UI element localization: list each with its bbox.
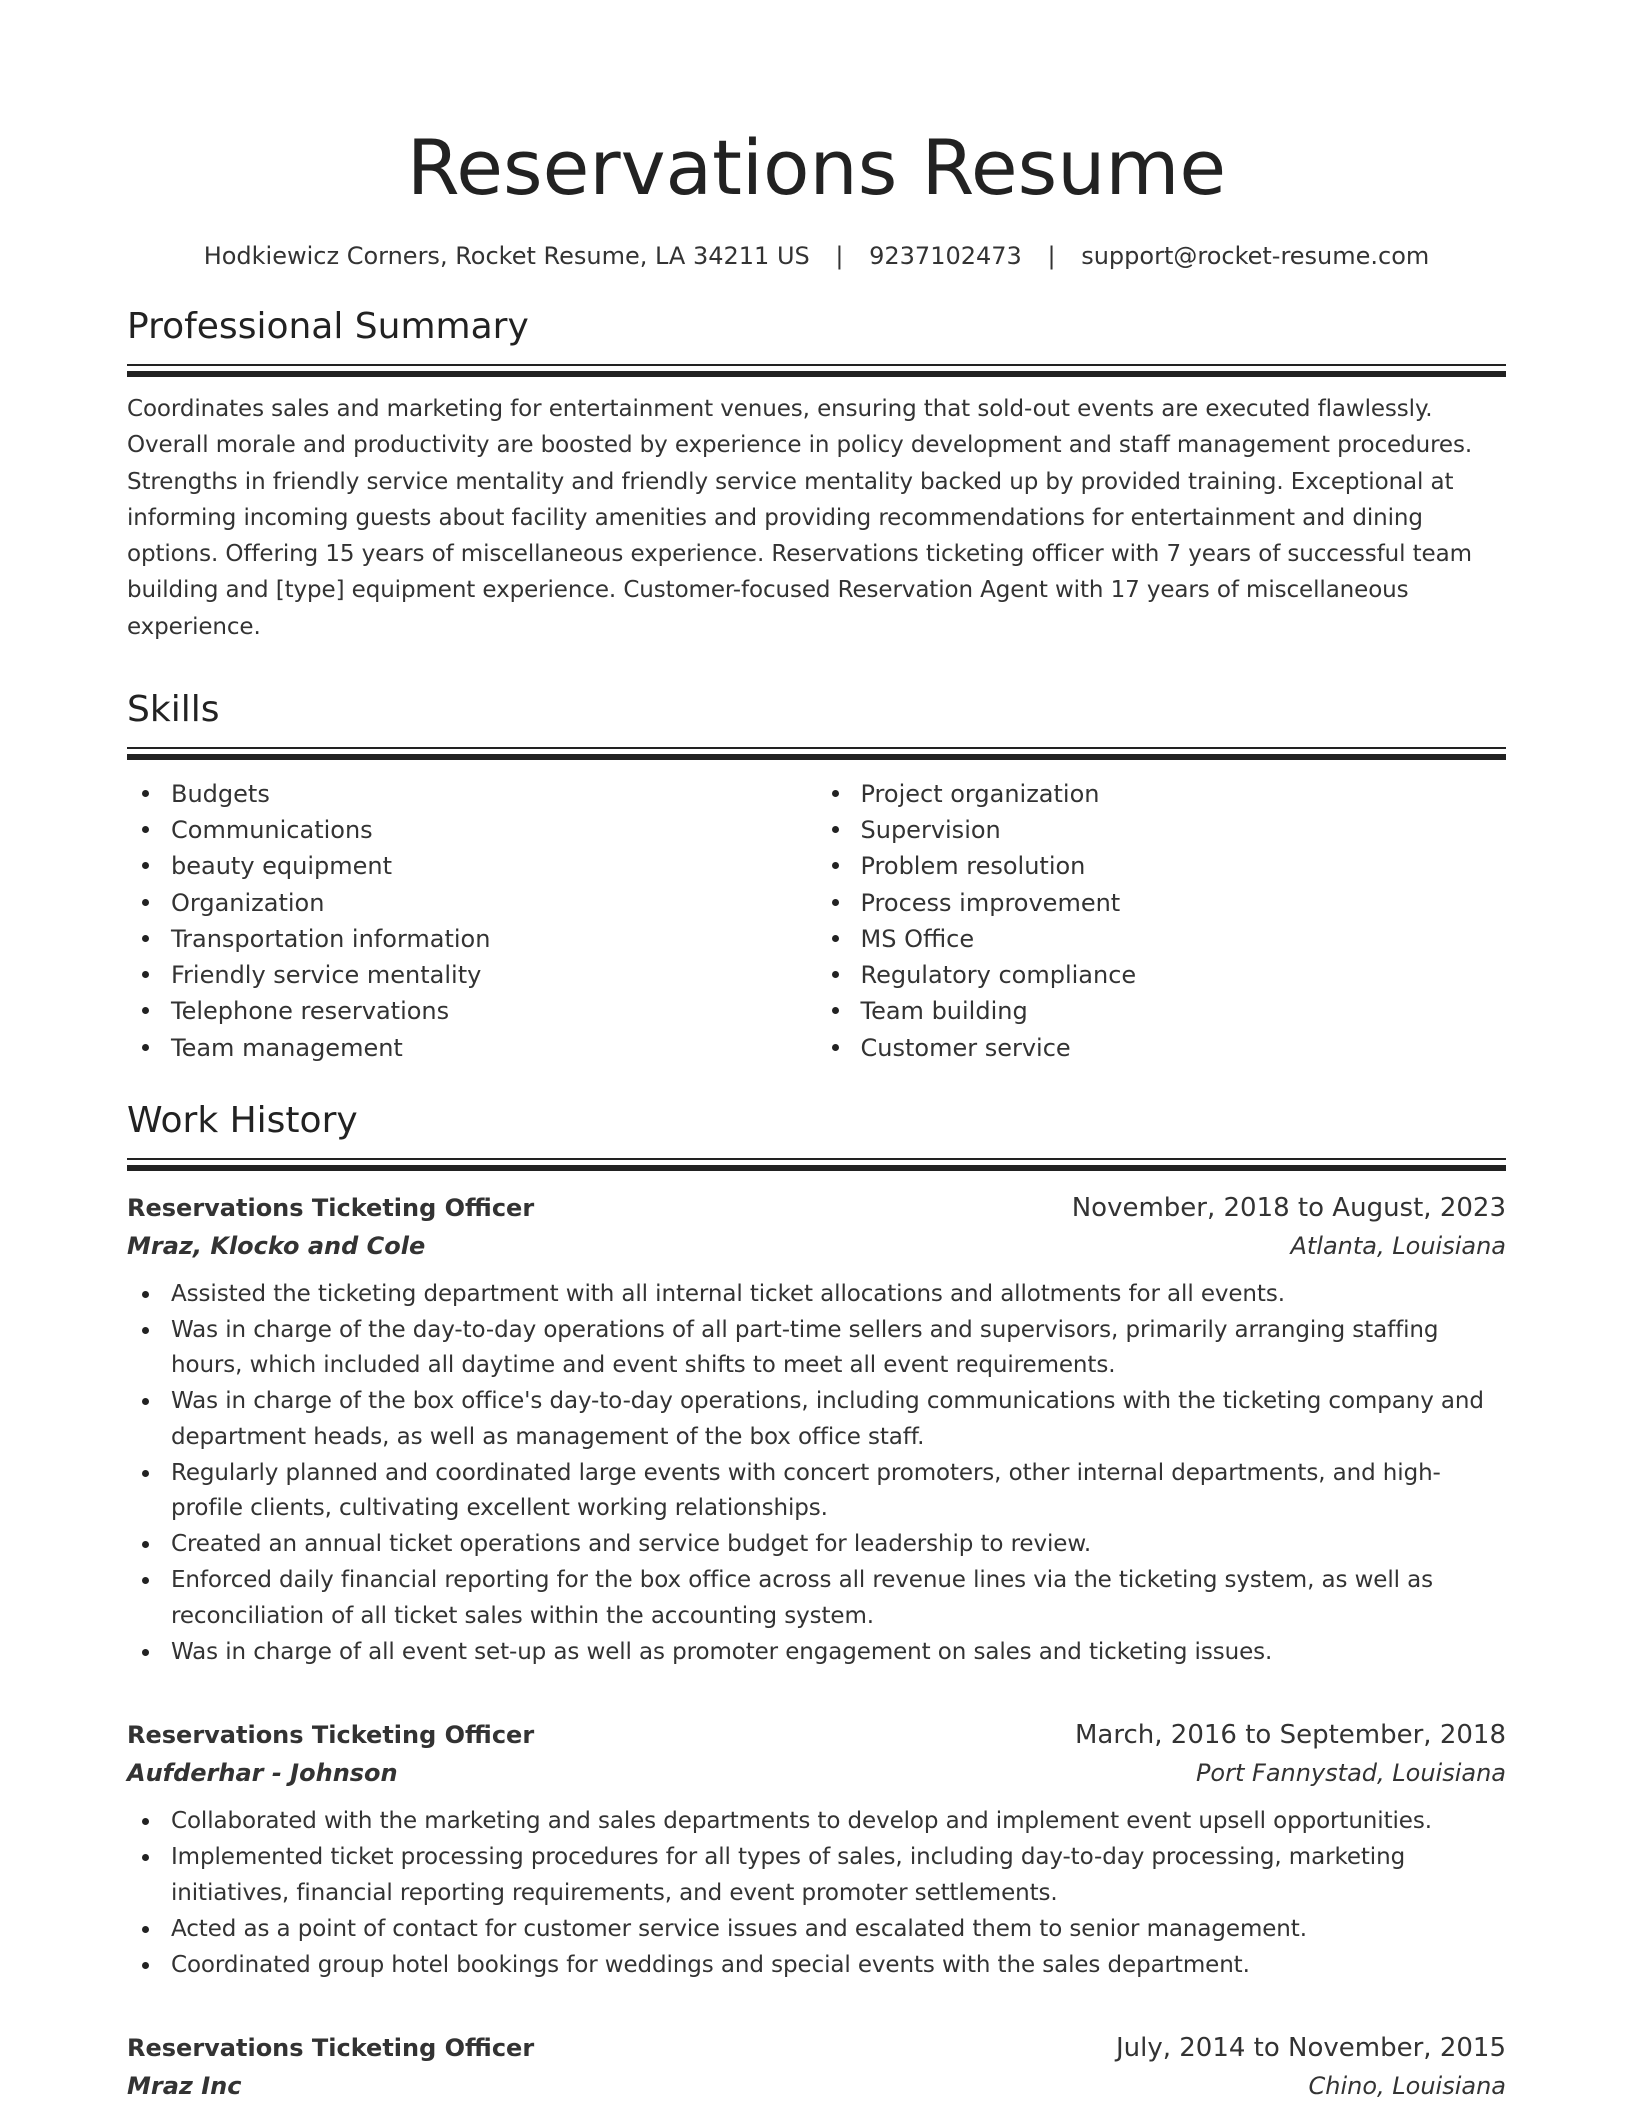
job-bullet: Was in charge of the day-to-day operations of all part-time sellers and supervisors, primarily arranging staffing hours, which included all daytime and event shifts to meet all event requirements.	[171, 1313, 1506, 1385]
skills-grid	[127, 776, 1506, 1066]
job-subheader	[127, 2067, 1506, 2105]
job-bullet: Created an annual ticket operations and service budget for leadership to review.	[171, 1527, 1506, 1563]
work-history-section	[127, 1098, 1506, 2106]
contact-separator: |	[835, 242, 844, 270]
job-bullet: Collaborated with the marketing and sales departments to develop and implement event upsell opportunities.	[171, 1804, 1506, 1840]
job-bullet: Enforced daily financial reporting for the box office across all revenue lines via the ticketing system, as well as reconciliation of all ticket sales within the accounting system.	[171, 1563, 1506, 1635]
job-subheader	[127, 1754, 1506, 1792]
section-divider	[127, 747, 1506, 760]
skill-item: Customer service	[861, 1030, 1507, 1066]
job-bullet: Was in charge of the box office's day-to-day operations, including communications with the ticketing company and department heads, as well as management of the box office staff.	[171, 1384, 1506, 1456]
summary-section	[127, 304, 1506, 645]
contact-email: support@rocket-resume.com	[1081, 242, 1430, 270]
job-bullets	[127, 1277, 1506, 1671]
job-bullet: Assisted the ticketing department with all internal ticket allocations and allotments for all events.	[171, 1277, 1506, 1313]
job-bullet: Acted as a point of contact for customer service issues and escalated them to senior management.	[171, 1912, 1506, 1948]
contact-line	[127, 240, 1506, 272]
job-company: Aufderhar - Johnson	[127, 1759, 398, 1788]
skill-item: Transportation information	[171, 921, 817, 957]
work-history-heading: Work History	[127, 1099, 358, 1141]
job-title: Reservations Ticketing Officer	[127, 1193, 535, 1222]
skill-item: Problem resolution	[861, 848, 1507, 884]
job-bullet: Implemented ticket processing procedures for all types of sales, including day-to-day processing, marketing initiatives, financial reporting requirements, and event promoter settlements.	[171, 1840, 1506, 1912]
job-entry	[127, 1189, 1506, 1671]
skill-item: Regulatory compliance	[861, 957, 1507, 993]
summary-text: Coordinates sales and marketing for entertainment venues, ensuring that sold-out events are executed flawlessly. Overall morale and productivity are boosted by experience in policy development and staff management procedures. Strengths in friendly service mentality and friendly service mentality backed up by provided training. Exceptional at informing incoming guests about facility amenities and providing recommendations for entertainment and dining options. Offering 15 years of miscellaneous experience. Reservations ticketing officer with 7 years of successful team building and [type] equipment experience. Customer-focused Reservation Agent with 17 years of miscellaneous experience.	[127, 396, 1473, 640]
skills-section	[127, 687, 1506, 1066]
job-header	[127, 1716, 1506, 1754]
job-bullets	[127, 1804, 1506, 1983]
job-title: Reservations Ticketing Officer	[127, 2034, 535, 2063]
contact-phone: 9237102473	[869, 242, 1022, 270]
section-divider	[127, 1158, 1506, 1171]
job-bullet: Was in charge of all event set-up as well as promoter engagement on sales and ticketing issues.	[171, 1635, 1506, 1671]
job-location: Chino, Louisiana	[1308, 2072, 1506, 2101]
job-dates: March, 2016 to September, 2018	[1075, 1720, 1506, 1751]
job-dates: November, 2018 to August, 2023	[1071, 1192, 1506, 1223]
skills-column-left	[127, 776, 817, 1066]
job-subheader	[127, 1227, 1506, 1265]
job-header	[127, 2029, 1506, 2067]
skills-column-right	[817, 776, 1507, 1066]
page-title: Reservations Resume	[406, 123, 1227, 212]
skills-heading: Skills	[127, 689, 220, 731]
contact-separator: |	[1047, 242, 1056, 270]
skill-item: Project organization	[861, 776, 1507, 812]
job-title: Reservations Ticketing Officer	[127, 1721, 535, 1750]
skill-item: MS Office	[861, 921, 1507, 957]
skill-item: Team management	[171, 1030, 817, 1066]
skill-item: Friendly service mentality	[171, 957, 817, 993]
summary-heading: Professional Summary	[127, 306, 529, 347]
job-company: Mraz Inc	[127, 2072, 242, 2101]
skill-item: Process improvement	[861, 885, 1507, 921]
contact-address: Hodkiewicz Corners, Rocket Resume, LA 34211 US	[203, 242, 810, 270]
job-entry	[127, 2029, 1506, 2105]
skill-item: beauty equipment	[171, 848, 817, 884]
skill-item: Team building	[861, 993, 1507, 1029]
skill-item: Budgets	[171, 776, 817, 812]
job-company: Mraz, Klocko and Cole	[127, 1231, 426, 1260]
skill-item: Telephone reservations	[171, 993, 817, 1029]
skill-item: Supervision	[861, 812, 1507, 848]
job-location: Port Fannystad, Louisiana	[1195, 1759, 1506, 1788]
job-bullet: Coordinated group hotel bookings for weddings and special events with the sales department.	[171, 1948, 1506, 1984]
section-divider	[127, 364, 1506, 377]
job-entry	[127, 1716, 1506, 1983]
job-dates: July, 2014 to November, 2015	[1115, 2033, 1506, 2064]
skill-item: Communications	[171, 812, 817, 848]
skill-item: Organization	[171, 885, 817, 921]
job-bullet: Regularly planned and coordinated large events with concert promoters, other internal departments, and high-profile clients, cultivating excellent working relationships.	[171, 1456, 1506, 1528]
job-location: Atlanta, Louisiana	[1290, 1231, 1506, 1260]
job-header	[127, 1189, 1506, 1227]
